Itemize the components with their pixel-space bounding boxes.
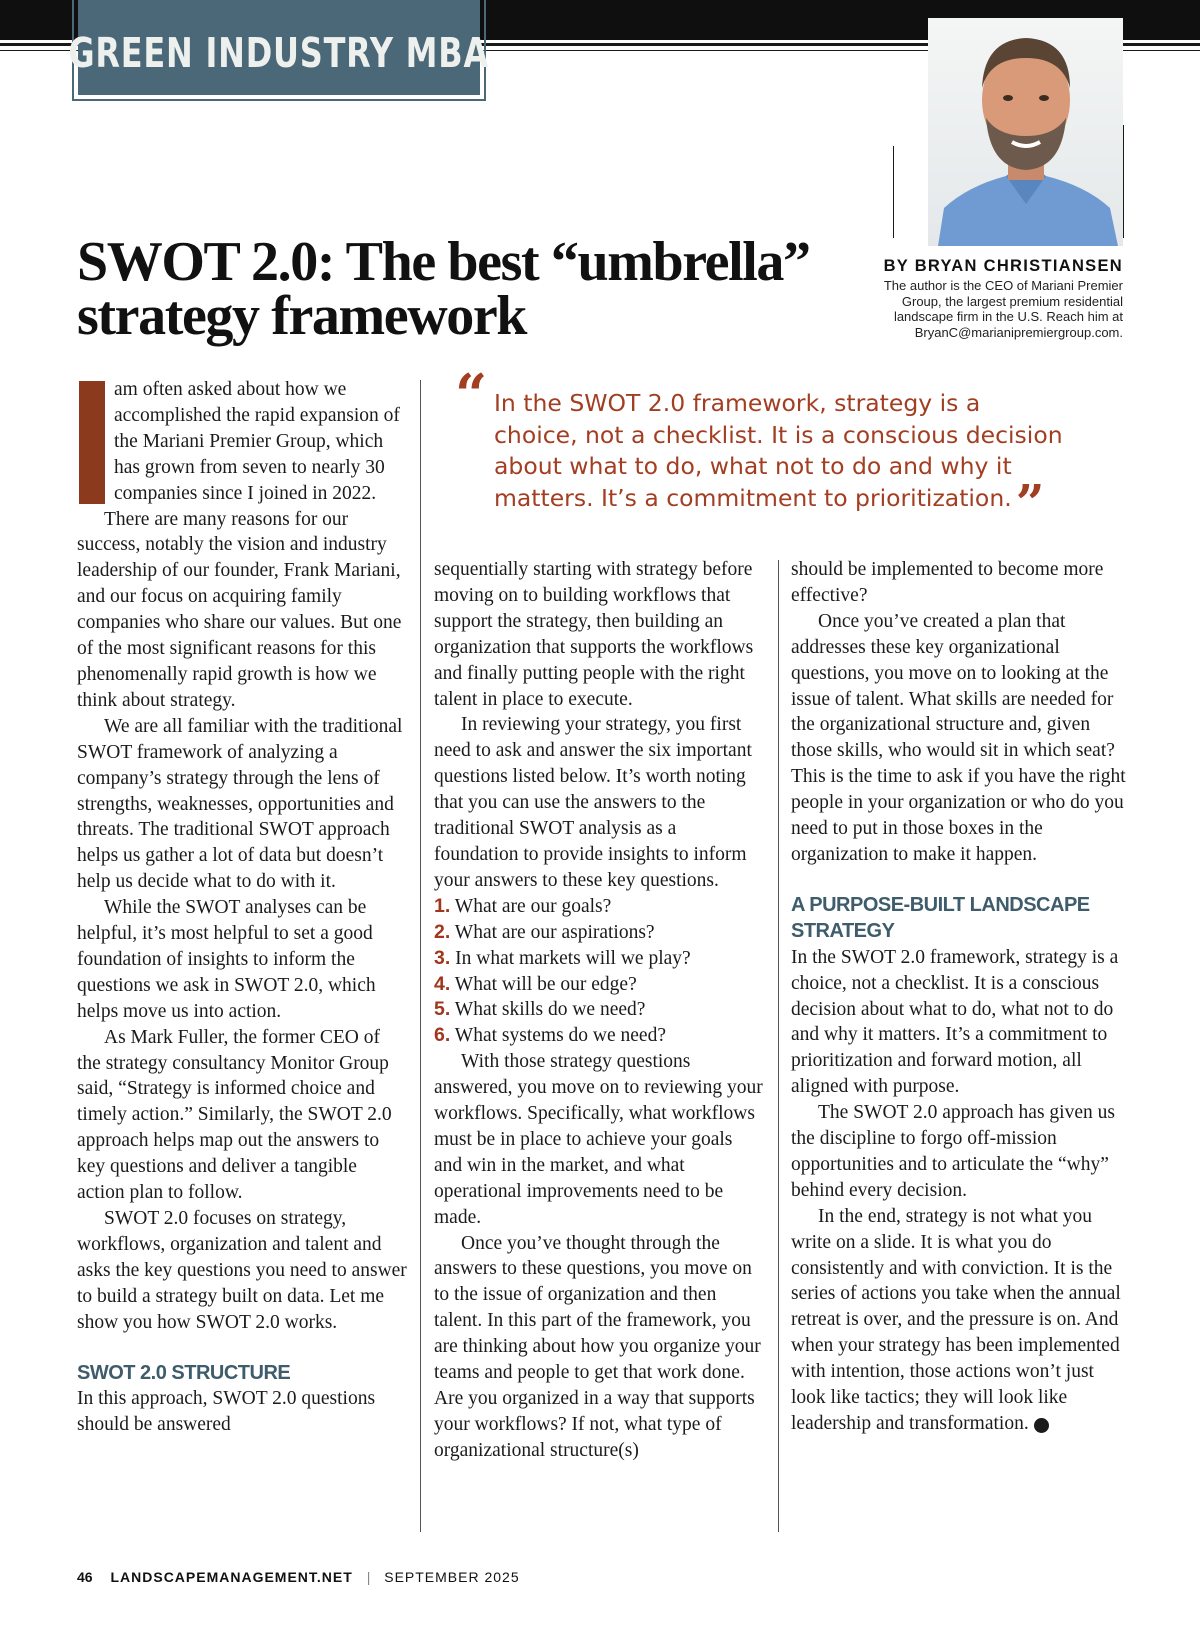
author-bio-line: Group, the largest premium residential	[901, 293, 1123, 309]
question-text: What skills do we need?	[454, 999, 646, 1021]
article-column-2	[434, 557, 765, 1464]
author-portrait-image	[928, 18, 1123, 246]
question-text: What are our goals?	[454, 895, 612, 917]
question-item	[434, 997, 765, 1023]
page-footer	[77, 1569, 520, 1585]
question-text: What systems do we need?	[454, 1025, 666, 1047]
body-paragraph: While the SWOT analyses can be helpful, it’s most helpful to set a good foundation of insights to inform the questions we ask in SWOT 2.0, which helps move us into action.	[77, 897, 376, 1022]
question-item	[434, 920, 765, 946]
pull-quote	[455, 362, 1115, 532]
article-headline	[77, 231, 810, 347]
body-paragraph: SWOT 2.0 focuses on strategy, workflows, organization and talent and asks the key questions you need to answer to build a strategy built on data. Let me show you how SWOT 2.0 works.	[77, 1208, 407, 1333]
question-text: In what markets will we play?	[455, 947, 691, 969]
question-number: 6.	[434, 1024, 451, 1047]
headline-line-1: SWOT 2.0: The best “umbrella”	[77, 231, 810, 293]
section-subhead: A PURPOSE-BUILT LANDSCAPE STRATEGY	[791, 893, 1090, 942]
open-quote-mark: “	[455, 362, 488, 428]
author-name: BY BRYAN CHRISTIANSEN	[883, 257, 1123, 275]
drop-cap-block	[79, 381, 105, 504]
page-number: 46	[77, 1569, 93, 1585]
section-label: GREEN INDUSTRY MBA	[78, 0, 480, 95]
question-number: 4.	[434, 972, 451, 995]
pull-quote-line: matters. It’s a commitment to prioritization.	[494, 483, 1012, 512]
body-paragraph: In the SWOT 2.0 framework, strategy is a choice, not a checklist. It is a conscious decision about what to do, what not to do and why it matters. It’s a commitment to prioritization and forward motion, all aligned with purpose.	[791, 946, 1119, 1098]
article-column-3	[791, 557, 1126, 1437]
column-divider	[420, 380, 421, 1532]
author-bio	[884, 278, 1123, 340]
body-paragraph: The SWOT 2.0 approach has given us the discipline to forgo off-mission opportunities and to articulate the “why” behind every decision.	[791, 1102, 1115, 1201]
question-number: 2.	[434, 920, 451, 943]
publication-site[interactable]: LANDSCAPEMANAGEMENT.NET	[110, 1569, 353, 1585]
question-text: What are our aspirations?	[454, 921, 655, 943]
issue-date: SEPTEMBER 2025	[384, 1569, 520, 1585]
author-bio-line: The author is the CEO of Mariani Premier	[883, 278, 1123, 293]
close-quote-mark: ”	[1015, 472, 1045, 532]
body-paragraph: As Mark Fuller, the former CEO of the strategy consultancy Monitor Group said, “Strategy is informed choice and timely action.” Similarly, the SWOT 2.0 approach helps map out the answers to key questions and deliver a tangible action plan to follow.	[77, 1026, 392, 1204]
question-item	[434, 946, 765, 972]
article-column-1	[77, 377, 408, 1438]
author-email[interactable]: BryanC@marianipremiergroup.com.	[914, 324, 1123, 340]
photo-frame-rule	[1123, 125, 1124, 238]
headline-line-2: strategy framework	[77, 285, 527, 347]
body-paragraph: In reviewing your strategy, you first need to ask and answer the six important questions listed below. It’s worth noting that you can use the answers to the traditional SWOT analysis as a foundation to provide insights to inform your answers to these key questions.	[434, 714, 752, 891]
column-divider	[778, 560, 779, 1532]
body-paragraph: In this approach, SWOT 2.0 questions should be answered	[77, 1388, 376, 1436]
author-photo	[928, 18, 1123, 246]
question-number: 3.	[434, 946, 451, 969]
pull-quote-line: choice, not a checklist. It is a conscious decision	[494, 420, 1063, 449]
body-paragraph: We are all familiar with the traditional SWOT framework of analyzing a company’s strategy through the lens of strengths, weaknesses, opportunities and threats. The traditional SWOT approach helps us gather a lot of data but doesn’t help us decide what to do with it.	[77, 715, 403, 893]
section-subhead: SWOT 2.0 STRUCTURE	[77, 1361, 291, 1384]
body-paragraph: With those strategy questions answered, you move on to reviewing your workflows. Specifically, what workflows must be in place to achieve your goals and win in the market, and what operational improvements need to be made.	[434, 1051, 763, 1228]
question-number: 1.	[434, 894, 451, 917]
question-item	[434, 894, 765, 920]
question-number: 5.	[434, 998, 451, 1021]
body-paragraph: Once you’ve thought through the answers to these questions, you move on to the issue of organization and then talent. In this part of the framework, you are thinking about how you organize your teams and people to get that work done. Are you organized in a way that supports your workflows? If not, what type of organizational structure(s)	[434, 1232, 761, 1461]
body-paragraph	[791, 1204, 1126, 1437]
body-paragraph: There are many reasons for our success, notably the vision and industry leadership of our founder, Frank Mariani, and our focus on acquiring family companies who share our values. But one of the most significant reasons for this phenomenally rapid growth is how we think about strategy.	[77, 508, 402, 711]
footer-separator: |	[366, 1569, 371, 1585]
body-paragraph: should be implemented to become more effective?	[791, 559, 1104, 606]
closing-text: In the end, strategy is not what you write on a slide. It is what you do consistently and with conviction. It is the series of actions you take when the annual retreat is over, and the pressure is on. And when your strategy has been implemented with intention, those actions won’t just look like tactics; they will look like leadership and transformation.	[791, 1205, 1121, 1434]
author-bio-line: landscape firm in the U.S. Reach him at	[893, 309, 1123, 324]
question-item	[434, 972, 765, 998]
question-item	[434, 1023, 765, 1049]
pull-quote-line: about what to do, what not to do and why it	[494, 452, 1012, 480]
body-paragraph: am often asked about how we accomplished the rapid expansion of the Mariani Premier Group, which has grown from seven to nearly 30 companies since I joined in 2022.	[114, 379, 400, 504]
question-list	[434, 894, 765, 1049]
body-paragraph: Once you’ve created a plan that addresses these key organizational questions, you move on to looking at the issue of talent. What skills are needed for the organizational structure and, given those skills, who would sit in which seat? This is the time to ask if you have the right people in your organization or who do you need to put in those boxes in the organization to make it happen.	[791, 610, 1126, 865]
body-paragraph: sequentially starting with strategy before moving on to building workflows that support the strategy, then building an organization that supports the workflows and finally putting people with the right talent in place to execute.	[434, 559, 754, 710]
photo-frame-rule	[893, 146, 894, 238]
pull-quote-line: In the SWOT 2.0 framework, strategy is a	[494, 389, 981, 417]
end-mark-icon: LM	[1034, 1418, 1049, 1433]
author-byline	[884, 256, 1123, 340]
question-text: What will be our edge?	[454, 973, 637, 995]
